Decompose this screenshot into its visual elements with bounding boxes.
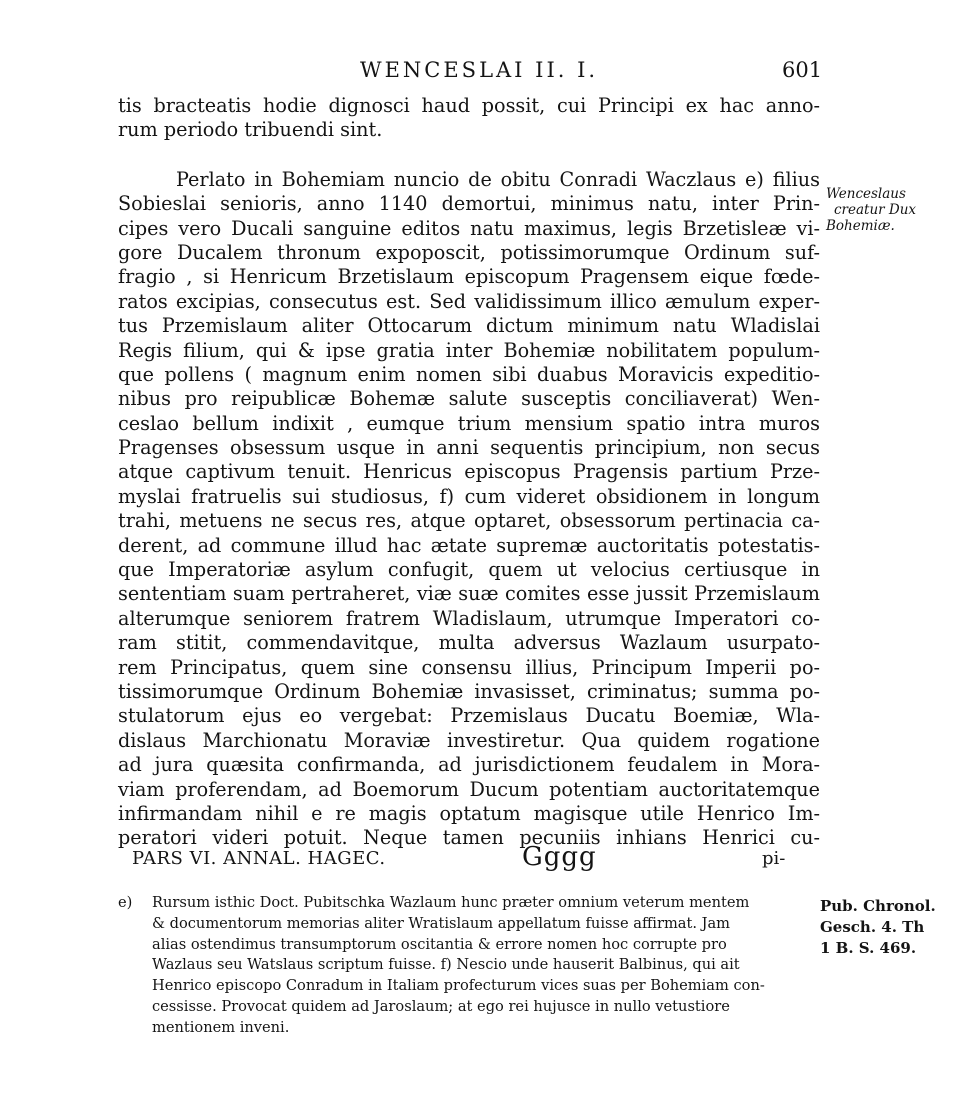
text-line: trahi, metuens ne secus res, atque optaret, obsessorum pertinacia ca- [118, 509, 820, 533]
text-line: fragio , si Henricum Brzetislaum episcopum Pragensem eique fœde- [118, 265, 820, 289]
text-line: stulatorum ejus eo vergebat: Przemislaus Ducatu Boemiæ, Wla- [118, 704, 820, 728]
text-line: Perlato in Bohemiam nuncio de obitu Conradi Waczlaus e) filius [176, 167, 820, 191]
footnote-line: & documentorum memorias aliter Wratislaum appellatum fuisse affirmat. Jam [152, 914, 731, 932]
text-line: tissimorumque Ordinum Bohemiæ invasisset, criminatus; summa po- [118, 679, 820, 703]
marginal-reference-line: Gesch. 4. Th [820, 918, 925, 936]
text-line: ram stitit, commendavitque, multa adversus Wazlaum usurpato- [118, 631, 820, 655]
footnotes [118, 893, 818, 1039]
main-text [118, 94, 820, 851]
marginal-reference-line: 1 B. S. 469. [820, 939, 917, 957]
text-line: infirmandam nihil e re magis optatum magisque utile Henrico Im- [118, 801, 820, 825]
catchword: pi- [762, 848, 786, 869]
text-line: Regis filium, qui & ipse gratia inter Bohemiæ nobilitatem populum- [118, 338, 820, 362]
text-line: rem Principatus, quem sine consensu illius, Principum Imperii po- [118, 655, 820, 679]
text-line: alterumque seniorem fratrem Wladislaum, utrumque Imperatori co- [118, 606, 820, 630]
marginal-note [826, 186, 946, 234]
footnote-line [118, 893, 818, 914]
page-header [0, 58, 960, 88]
text-line: tus Przemislaum aliter Ottocarum dictum minimum natu Wladislai [118, 314, 820, 338]
text-line: dislaus Marchionatu Moraviæ investiretur. Qua quidem rogatione [118, 728, 820, 752]
footnote-line: mentionem inveni. [152, 1018, 290, 1036]
marginal-note-line: Wenceslaus [826, 186, 906, 202]
text-line: gore Ducalem thronum expoposcit, potissimorumque Ordinum suf- [118, 240, 820, 264]
text-line: ceslao bellum indixit , eumque trium mensium spatio intra muros [118, 411, 820, 435]
paragraph-gap [118, 143, 820, 168]
text-line: viam proferendam, ad Boemorum Ducum potentiam auctoritatemque [118, 777, 820, 801]
footnote-line: alias ostendimus transumptorum oscitantia & errore nomen hoc corrupte pro [152, 935, 727, 953]
text-line: ad jura quæsita confirmanda, ad jurisdictionem feudalem in Mora- [118, 753, 820, 777]
text-line: tis bracteatis hodie dignosci haud possit, cui Principi ex hac anno- [118, 94, 820, 117]
text-line: que Imperatoriæ asylum confugit, quem ut velocius certiusque in [118, 558, 820, 582]
text-line: Pragenses obsessum usque in anni sequentis principium, non secus [118, 436, 820, 460]
text-line: myslai fratruelis sui studiosus, f) cum videret obsidionem in longum [118, 484, 820, 508]
running-title: WENCESLAI II. I. [360, 58, 599, 82]
text-line: cipes vero Ducali sanguine editos natu maximus, legis Brzetisleæ vi- [118, 216, 820, 240]
marginal-reference [820, 896, 960, 959]
text-line: atque captivum tenuit. Henricus episcopus Pragensis partium Prze- [118, 460, 820, 484]
text-line: derent, ad commune illud hac ætate supremæ auctoritatis potestatis- [118, 533, 820, 557]
signature-line [132, 842, 822, 874]
text-line: peratori videri potuit. Neque tamen pecuniis inhians Henrici cu- [118, 826, 820, 850]
footnote-marker: e) [118, 894, 133, 911]
text-line: ratos excipias, consecutus est. Sed validissimum illico æmulum exper- [118, 289, 820, 313]
marginal-note-line: creatur Dux [834, 202, 917, 218]
page-number: 601 [782, 58, 823, 82]
text-line: sententiam suam pertraheret, viæ suæ comites esse jussit Przemislaum [118, 582, 820, 606]
text-line: Sobieslai senioris, anno 1140 demortui, minimus natu, inter Prin- [118, 192, 820, 216]
footnote-line: cessisse. Provocat quidem ad Jaroslaum; at ego rei hujusce in nullo vetustiore [152, 997, 730, 1015]
signature-mark: Gggg [522, 842, 597, 872]
marginal-note-line: Bohemiæ. [826, 218, 895, 234]
text-line: que pollens ( magnum enim nomen sibi duabus Moravicis expeditio- [118, 362, 820, 386]
text-line: rum periodo tribuendi sint. [118, 118, 383, 142]
footnote-text: Rursum isthic Doct. Pubitschka Wazlaum hunc præter omnium veterum mentem [152, 894, 750, 911]
signature-label: PARS VI. ANNAL. HAGEC. [132, 848, 386, 869]
marginal-reference-line: Pub. Chronol. [820, 897, 936, 915]
footnote-line: Henrico episcopo Conradum in Italiam profecturum vices suas per Bohemiam con- [152, 977, 765, 995]
text-line: nibus pro reipublicæ Bohemæ salute susceptis conciliaverat) Wen- [118, 387, 820, 411]
footnote-line: Wazlaus seu Watslaus scriptum fuisse. f) Nescio unde hauserit Balbinus, qui ait [152, 956, 740, 974]
